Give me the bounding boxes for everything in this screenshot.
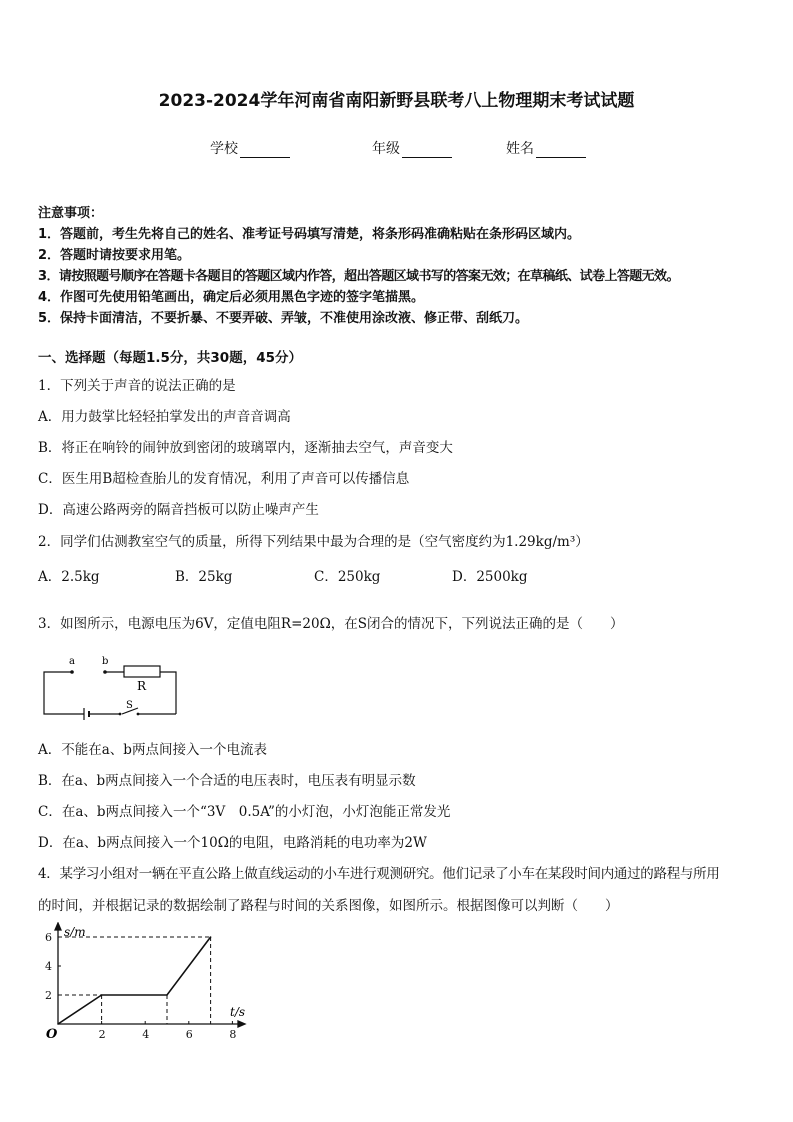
notice-item: 1．答题前，考生先将自己的姓名、准考证号码填写清楚，将条形码准确粘贴在条形码区域内。 — [38, 227, 581, 242]
q2-option-a: A．2.5kg — [38, 569, 100, 585]
q3-option-c: C．在a、b两点间接入一个“3V 0.5A”的小灯泡，小灯泡能正常发光 — [38, 804, 451, 820]
school-label: 学校 — [210, 141, 238, 157]
y-tick-label: 6 — [45, 931, 52, 944]
notice-item: 2．答题时请按要求用笔。 — [38, 248, 191, 263]
terminal-b-label: b — [102, 656, 109, 667]
q4-stem-line1: 4．某学习小组对一辆在平直公路上做直线运动的小车进行观测研究。他们记录了小车在某段时间内通过的路程与所用 — [38, 866, 720, 882]
terminal-a-label: a — [69, 656, 75, 667]
x-axis-label: t/s — [230, 1005, 246, 1019]
q1-option-b: B．将正在响铃的闹钟放到密闭的玻璃罩内，逐渐抽去空气，声音变大 — [38, 440, 453, 456]
data-point — [210, 936, 212, 938]
notice-heading: 注意事项： — [38, 206, 104, 221]
resistor-label: R — [137, 679, 147, 693]
y-axis-label: s/m — [64, 925, 86, 939]
school-blank — [240, 143, 290, 158]
grade-field — [372, 138, 452, 158]
data-point — [101, 994, 103, 996]
terminal-b-dot — [103, 670, 107, 674]
notice-item: 4．作图可先使用铅笔画出，确定后必须用黑色字迹的签字笔描黑。 — [38, 290, 425, 305]
q2-stem: 2．同学们估测教室空气的质量，所得下列结果中最为合理的是（空气密度约为1.29kg/m³） — [38, 534, 589, 550]
q4-stem-line2: 的时间，并根据记录的数据绘制了路程与时间的关系图像，如图所示。根据图像可以判断（ ） — [38, 898, 619, 914]
q2-option-b: B．25kg — [175, 569, 233, 585]
q1-option-d: D．高速公路两旁的隔音挡板可以防止噪声产生 — [38, 502, 319, 518]
q1-stem: 1．下列关于声音的说法正确的是 — [38, 378, 236, 394]
circuit-wire-left — [44, 672, 84, 714]
switch-contact-dot — [137, 713, 140, 716]
x-tick-label: 4 — [142, 1028, 150, 1041]
q3-stem: 3．如图所示，电源电压为6V，定值电阻R=20Ω，在S闭合的情况下，下列说法正确的是（ ） — [38, 616, 624, 632]
circuit-diagram — [38, 650, 188, 722]
q2-option-d: D．2500kg — [452, 569, 528, 585]
origin-label: O — [46, 1027, 58, 1042]
notice-item: 5．保持卡面清洁，不要折暴、不要弄破、弄皱，不准使用涂改液、修正带、刮纸刀。 — [38, 311, 529, 326]
x-tick-label: 8 — [229, 1028, 237, 1041]
name-label: 姓名 — [506, 141, 534, 157]
y-tick-label: 4 — [45, 960, 52, 973]
x-tick-label: 2 — [98, 1028, 106, 1041]
data-point — [166, 994, 168, 996]
school-field — [210, 138, 290, 158]
y-tick-label: 2 — [45, 989, 52, 1002]
switch-pivot-dot — [119, 713, 122, 716]
resistor-box — [124, 666, 160, 677]
circuit-wire-right — [160, 672, 176, 714]
q1-option-c: C．医生用B超检查胎儿的发育情况，利用了声音可以传播信息 — [38, 471, 410, 487]
q3-option-b: B．在a、b两点间接入一个合适的电压表时，电压表有明显示数 — [38, 773, 416, 789]
data-point — [57, 1023, 59, 1025]
x-axis-arrow — [238, 1021, 245, 1027]
q3-option-a: A．不能在a、b两点间接入一个电流表 — [38, 742, 267, 758]
distance-time-chart — [38, 922, 253, 1047]
notice-block — [38, 203, 679, 329]
q3-option-d: D．在a、b两点间接入一个10Ω的电阻，电路消耗的电功率为2W — [38, 835, 427, 851]
grade-label: 年级 — [372, 141, 400, 157]
switch-label: S — [126, 700, 133, 711]
grade-blank — [402, 143, 452, 158]
page-title: 2023-2024学年河南省南阳新野县联考八上物理期末考试试题 — [158, 91, 635, 111]
section-title: 一、选择题（每题1.5分，共30题，45分） — [38, 350, 302, 366]
notice-item: 3．请按照题号顺序在答题卡各题目的答题区域内作答，超出答题区域书写的答案无效；在草稿纸、试卷上答题无效。 — [38, 269, 679, 284]
name-blank — [536, 143, 586, 158]
x-tick-label: 6 — [185, 1028, 193, 1041]
terminal-a-dot — [70, 670, 74, 674]
q2-option-c: C．250kg — [314, 569, 381, 585]
name-field — [506, 138, 586, 158]
q1-option-a: A．用力鼓掌比轻轻拍掌发出的声音音调高 — [38, 409, 291, 425]
series-line-s-t — [58, 937, 211, 1024]
y-axis-arrow — [55, 923, 61, 930]
